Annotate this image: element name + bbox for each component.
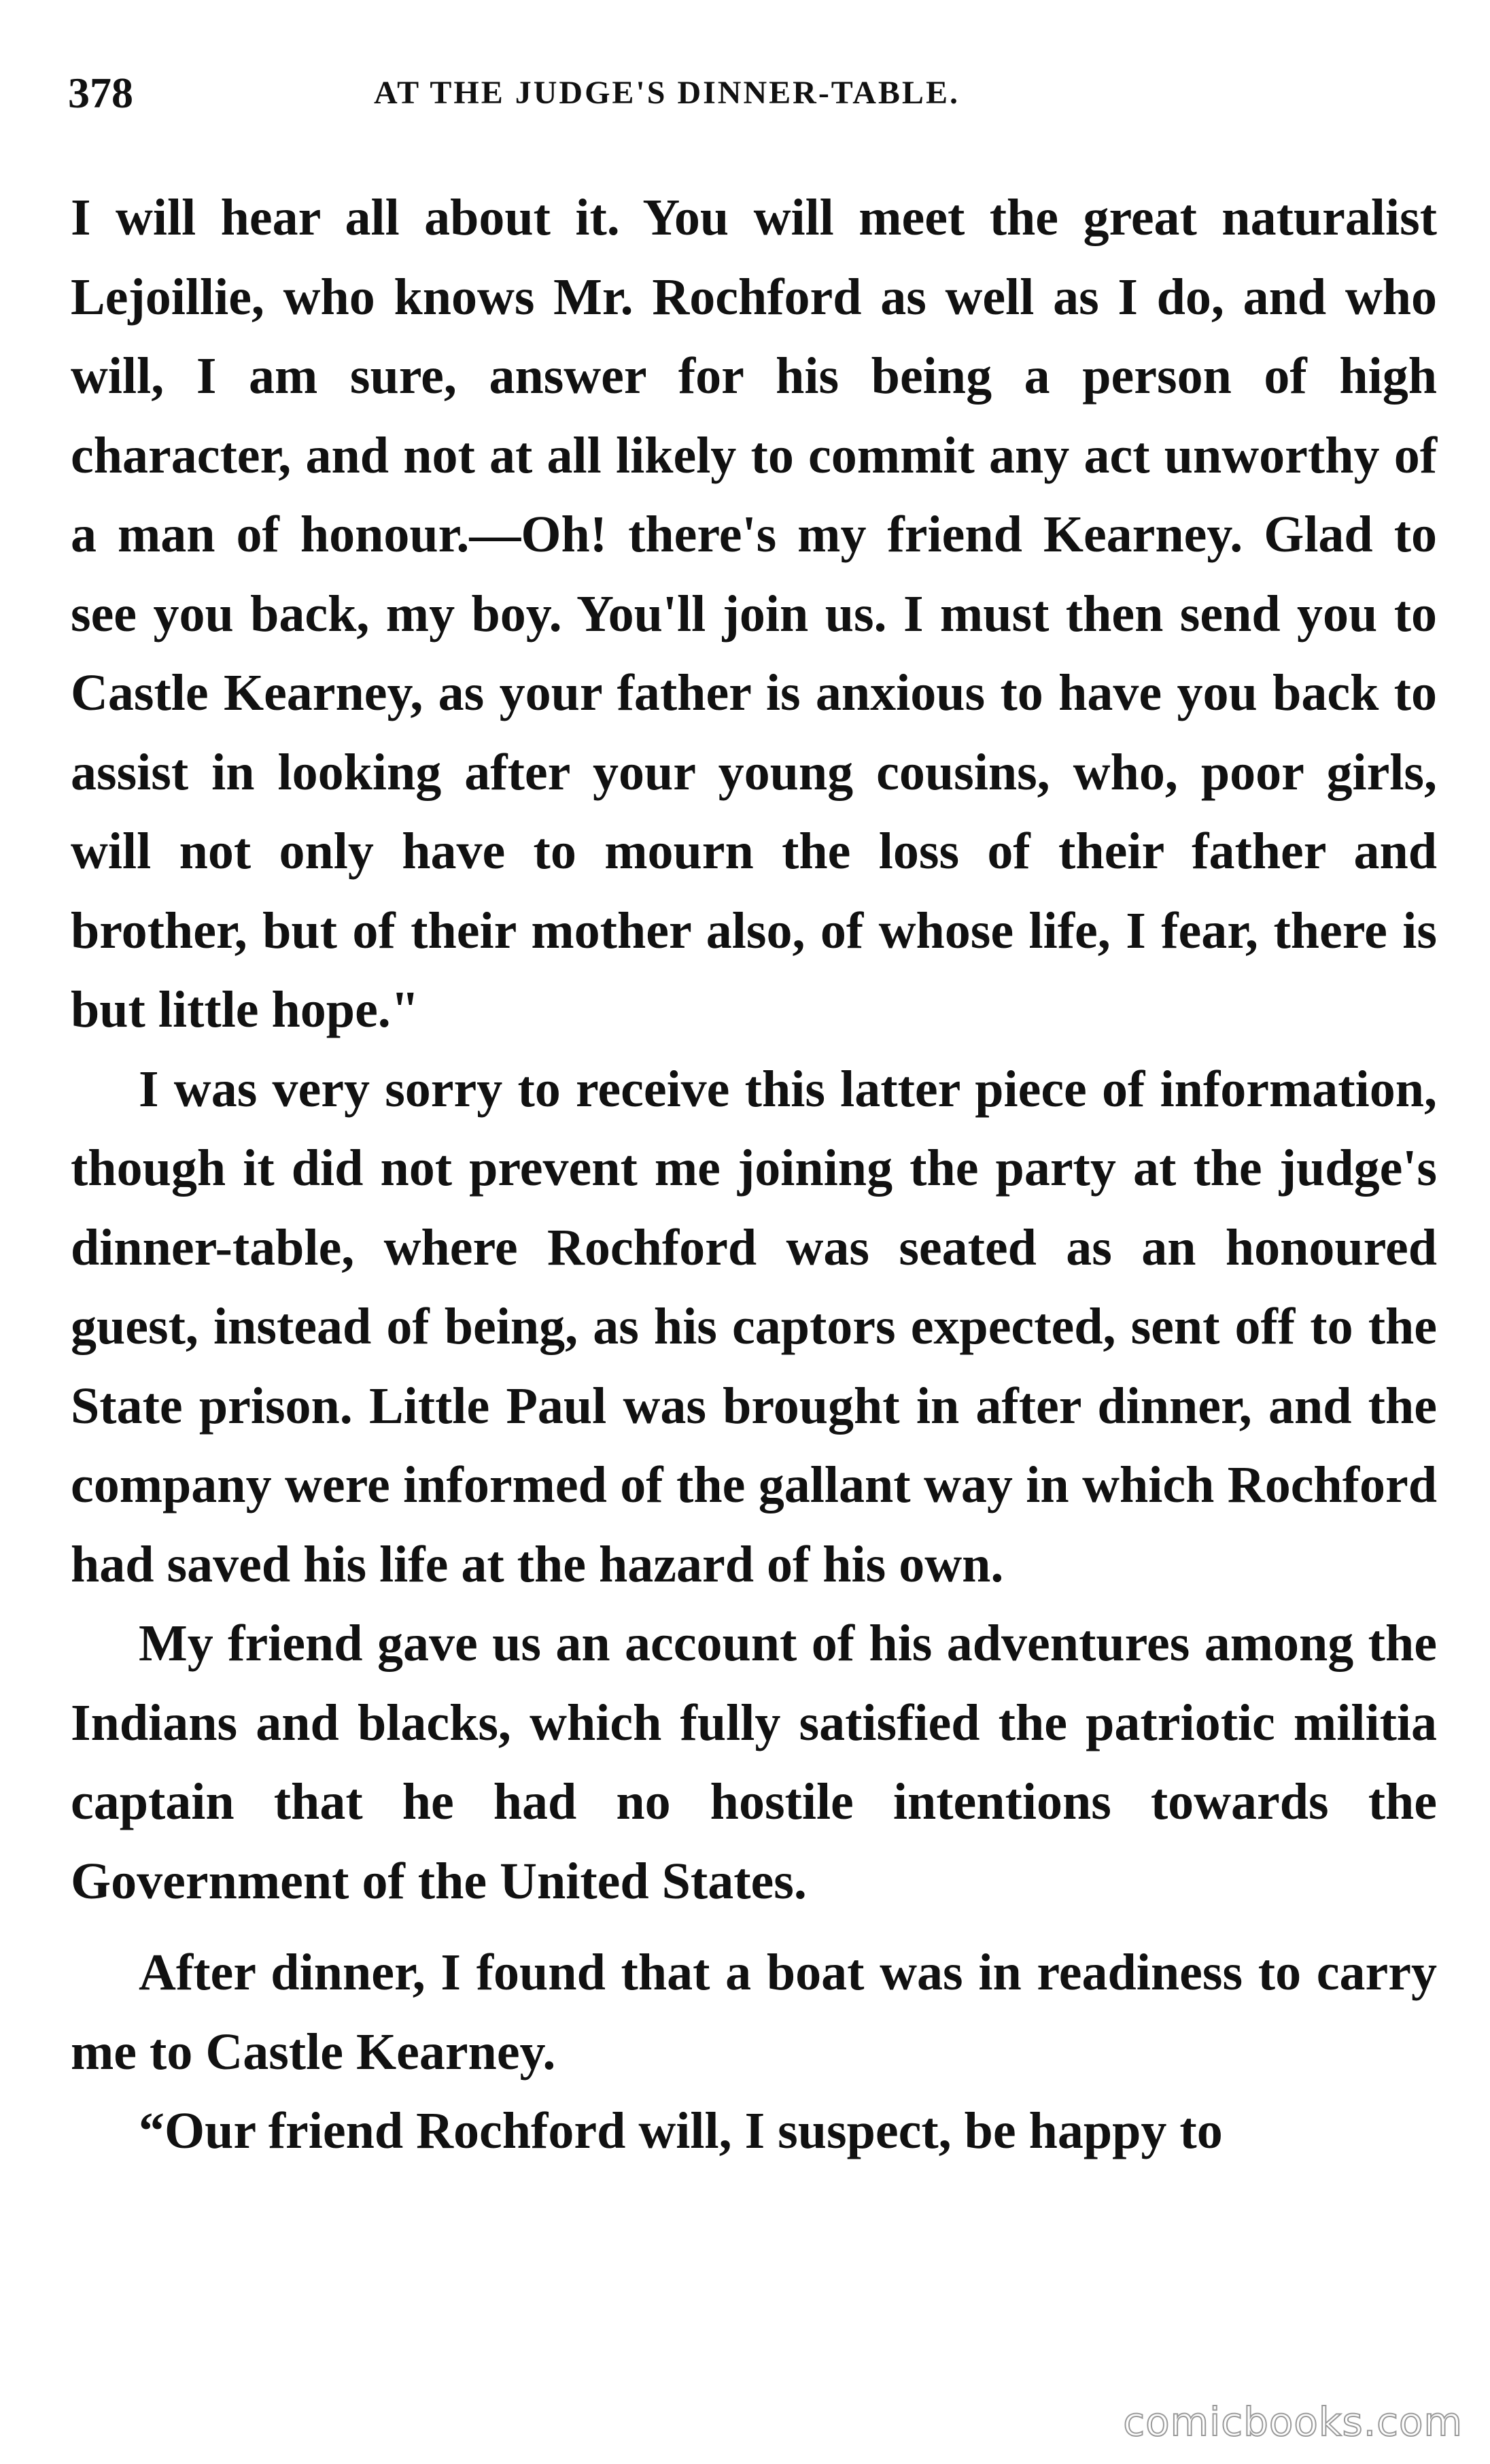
page-number: 378 (68, 69, 133, 117)
body-text (71, 178, 1437, 2171)
page-header (68, 63, 1441, 124)
watermark: comicbooks.com (1123, 2399, 1463, 2445)
paragraph-1: I will hear all about it. You will meet the great naturalist Lejoillie, who knows Mr. Rochford as well as I do, and who will, I am sure, answer for his being a person of high character, and not at all likely to commit any act unworthy of a man of honour.—Oh! there's my friend Kearney. Glad to see you back, my boy. You'll join us. I must then send you to Castle Kearney, as your father is anxious to have you back to assist in looking after your young cousins, who, poor girls, will not only have to mourn the loss of their father and brother, but of their mother also, of whose life, I fear, there is but little hope." (71, 189, 1437, 1038)
paragraph-4: After dinner, I found that a boat was in readiness to carry me to Castle Kearney. (71, 1944, 1437, 2081)
paragraph-3: My friend gave us an account of his adventures among the Indians and blacks, which fully satisfied the patriotic militia captain that he had no hostile intentions towards the Government of the United States. (71, 1615, 1437, 1910)
paragraph-2: I was very sorry to receive this latter piece of information, though it did not prevent me joining the party at the judge's dinner-table, where Rochford was seated as an honoured guest, instead of being, as his captors expected, sent off to the State prison. Little Paul was brought in after dinner, and the company were informed of the gallant way in which Rochford had saved his life at the hazard of his own. (71, 1060, 1437, 1593)
running-head: AT THE JUDGE'S DINNER-TABLE. (374, 75, 960, 111)
paragraph-5: “Our friend Rochford will, I suspect, be happy to (139, 2102, 1223, 2159)
